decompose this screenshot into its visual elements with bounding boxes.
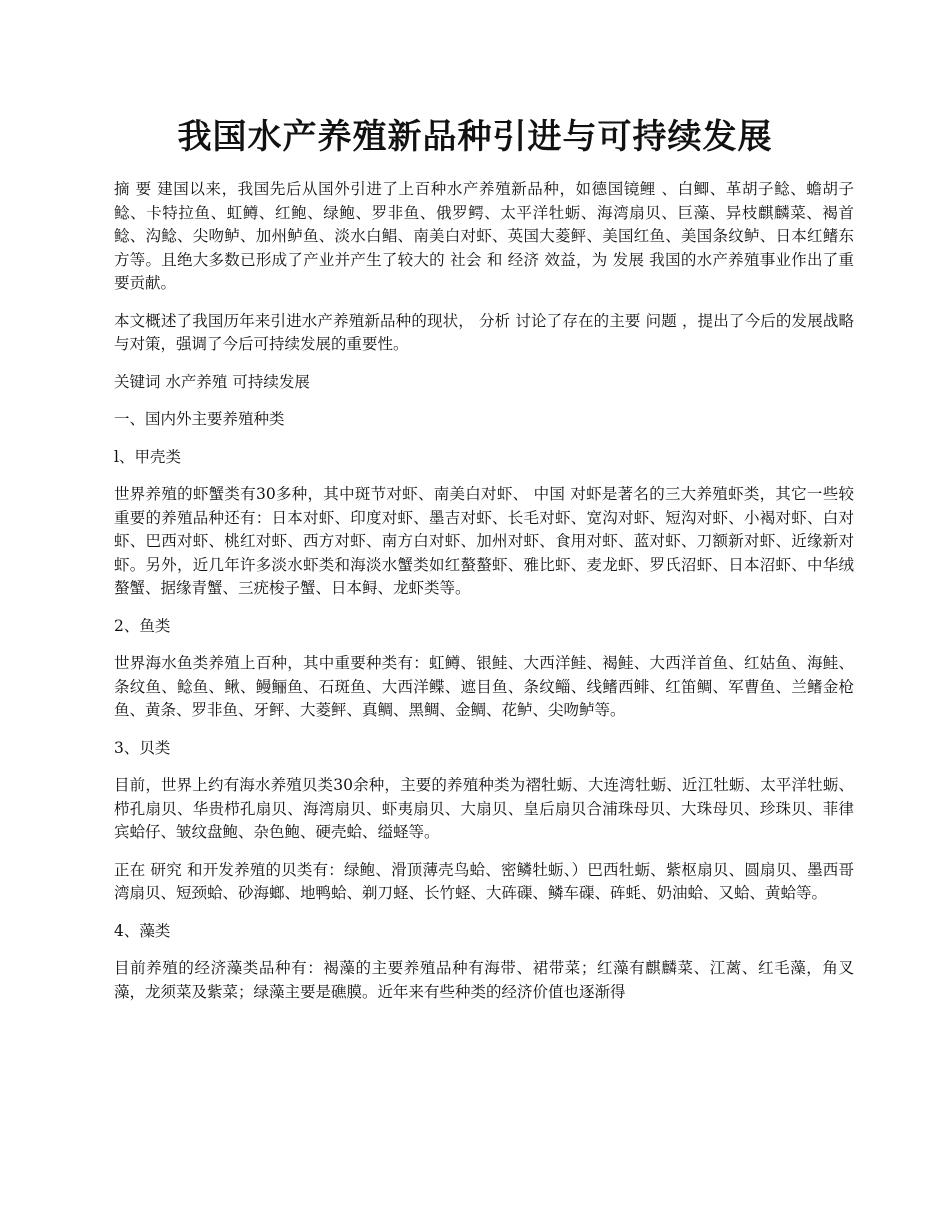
paragraph-fish: 世界海水鱼类养殖上百种，其中重要种类有：虹鳟、银鲑、大西洋鲑、褐鲑、大西洋首鱼、红姑鱼、海鲑、条纹鱼、鲶鱼、鳅、鳗鲡鱼、石斑鱼、大西洋鲽、遮目鱼、条纹鲻、线鳍西鲱、红笛鲷、军曹鱼、兰鳍金枪鱼、黄条、罗非鱼、牙鲆、大菱鲆、真鲷、黑鲷、金鲷、花鲈、尖吻鲈等。 xyxy=(114,654,854,719)
subheading-shellfish: 3、贝类 xyxy=(114,738,171,757)
paragraph-shellfish-research: 正在 研究 和开发养殖的贝类有：绿鲍、滑顶薄壳鸟蛤、密鳞牡蛎、）巴西牡蛎、紫枢扇贝、圆扇贝、墨西哥湾扇贝、短颈蛤、砂海螂、地鸭蛤、剃刀蛏、长竹蛏、大砗磲、鳞车磲、砗蚝、奶油蛤、又蛤、黄蛤等。 xyxy=(114,860,854,902)
subheading-crustaceans: l、甲壳类 xyxy=(114,447,181,466)
subheading-fish: 2、鱼类 xyxy=(114,616,171,635)
paragraph-shellfish-current: 目前，世界上约有海水养殖贝类30余种，主要的养殖种类为褶牡蛎、大连湾牡蛎、近江牡蛎、太平洋牡蛎、栉孔扇贝、华贵栉孔扇贝、海湾扇贝、虾夷扇贝、大扇贝、皇后扇贝合浦珠母贝、大珠母贝、珍珠贝、菲律宾蛤仔、皱纹盘鲍、杂色鲍、硬壳蛤、缢蛏等。 xyxy=(114,776,854,841)
subheading-algae: 4、藻类 xyxy=(114,921,171,940)
paragraph-algae: 目前养殖的经济藻类品种有：褐藻的主要养殖品种有海带、裙带菜；红藻有麒麟菜、江蓠、红毛藻，角叉藻，龙须菜及紫菜；绿藻主要是礁膜。近年来有些种类的经济价值也逐渐得 xyxy=(114,959,854,1001)
paragraph-crustaceans: 世界养殖的虾蟹类有30多种，其中斑节对虾、南美白对虾、 中国 对虾是著名的三大养殖虾类，其它一些较重要的养殖品种还有：日本对虾、印度对虾、墨吉对虾、长毛对虾、宽沟对虾、短沟对虾、小褐对虾、白对虾、巴西对虾、桃红对虾、西方对虾、南方白对虾、加州对虾、食用对虾、蓝对虾、刀额新对虾、近缘新对虾。另外，近几年许多淡水虾类和海淡水蟹类如红螯螯虾、雅比虾、麦龙虾、罗氏沼虾、日本沼虾、中华绒螯蟹、据缘青蟹、三疣梭子蟹、日本鲟、龙虾类等。 xyxy=(114,485,854,597)
document-body xyxy=(114,178,854,1018)
keywords-line: 关键词 水产养殖 可持续发展 xyxy=(114,372,310,391)
abstract-paragraph: 摘 要 建国以来，我国先后从国外引进了上百种水产养殖新品种，如德国镜鲤 、白鲫、革胡子鲶、蟾胡子鲶、卡特拉鱼、虹鳟、红鲍、绿鲍、罗非鱼、俄罗鳄、太平洋牡蛎、海湾扇贝、巨藻、异枝麒麟菜、褐首鲶、沟鲶、尖吻鲈、加州鲈鱼、淡水白鲳、南美白对虾、英国大菱鲆、美国红鱼、美国条纹鲈、日本红鳍东方等。且绝大多数已形成了产业并产生了较大的 社会 和 经济 效益，为 发展 我国的水产养殖事业作出了重要贡献。 xyxy=(114,180,854,292)
section-heading-species: 一、国内外主要养殖种类 xyxy=(114,410,285,428)
document-title: 我国水产养殖新品种引进与可持续发展 xyxy=(177,117,773,157)
summary-paragraph: 本文概述了我国历年来引进水产养殖新品种的现状， 分析 讨论了存在的主要 问题 ，提出了今后的发展战略与对策，强调了今后可持续发展的重要性。 xyxy=(114,311,854,353)
